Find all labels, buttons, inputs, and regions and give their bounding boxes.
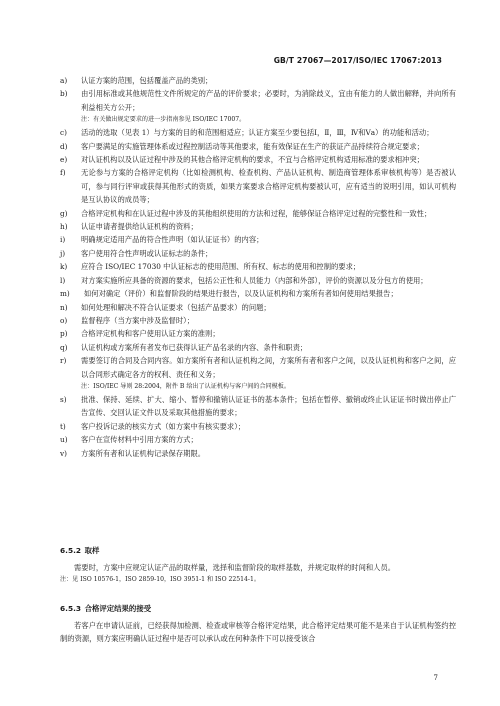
item-note: 注：ISO/IEC 导则 28:2004，附件 B 给出了认证机构与客户间的合同模板。 — [81, 382, 290, 390]
list-item-text: 认证申请者提供给认证机构的资料； — [81, 222, 198, 232]
list-item-text: 无论参与方案的合格评定机构（比如检测机构、检查机构、产品认证机构、制造商管理体系审核机构等）是否被认可，参与同行评审或获得其他形式的资质，如果方案要求合格评定机构要被认可，应有适当的说明引用，如认可机构是互认协议的成员等； — [81, 168, 456, 205]
item-note: 注：有关做出规定要求的进一步指南参见 ISO/IEC 17007。 — [81, 116, 246, 124]
list-item-text: 方案所有者和认证机构记录保存期限。 — [81, 448, 206, 458]
list-marker: v) — [60, 448, 67, 458]
list-marker: s) — [60, 394, 67, 404]
list-marker: m) — [60, 289, 70, 299]
list-marker: o) — [60, 315, 68, 325]
list-item — [60, 247, 456, 260]
list-item — [60, 420, 456, 433]
list-item-text: 明确规定适用产品的符合性声明（如认证证书）的内容； — [81, 235, 264, 245]
section-heading — [60, 602, 456, 615]
list-item-text: 客户投诉记录的核实方式（如方案中有核实要求）； — [81, 421, 246, 431]
section-title: 合格评定结果的接受 — [84, 604, 152, 613]
list-marker: l) — [60, 275, 66, 285]
list-item — [60, 287, 456, 300]
list-marker: f) — [60, 168, 66, 178]
list-item-text: 监督程序（当方案中涉及监督时）； — [81, 315, 195, 325]
list-item-text: 合格评定机构和在认证过程中涉及的其他组织使用的方法和过程，能够保证合格评定过程的完整性和一致性； — [81, 208, 432, 218]
list-item-text: 对方案实施所应具备的资源的要求，包括公正性和人员能力（内部和外部），评价的资源以及分包方的使用； — [81, 275, 428, 285]
list-item — [60, 433, 456, 446]
list-marker: n) — [60, 302, 68, 312]
list-item-text: 如何对确定（评价）和监督阶段的结果进行报告，以及认证机构和方案所有者如何使用结果报告； — [84, 289, 398, 299]
list-item-text: 认证机构或方案所有者发布已获得认证产品名录的内容、条件和职责； — [81, 342, 308, 352]
section-title: 取样 — [84, 546, 100, 555]
page-header: GB/T 27067—2017/ISO/IEC 17067:2013 — [273, 56, 442, 65]
list-item — [60, 314, 456, 327]
list-marker: j) — [60, 248, 66, 258]
list-marker: b) — [60, 89, 68, 99]
list-item — [60, 207, 456, 220]
list-item — [60, 393, 456, 420]
list-item — [60, 327, 456, 340]
section-paragraph: 需要时，方案中应规定认证产品的取样量，选择和监督阶段的取样基数，并规定取样的时间和人员。 — [74, 563, 396, 572]
page-number: 7 — [433, 674, 438, 682]
list-item — [60, 87, 456, 114]
list-item-text: 合格评定机构和客户使用认证方案的准则； — [81, 329, 220, 339]
list-marker: c) — [60, 128, 67, 138]
list-marker: e) — [60, 155, 68, 165]
list-item-text: 应符合 ISO/IEC 17030 中认证标志的使用范围、所有权、标志的使用和控制的要求； — [81, 262, 361, 272]
list-marker: a) — [60, 76, 68, 85]
list-item — [60, 220, 456, 233]
list-item-text: 活动的选取（见表 1）与方案的目的和范围相适应；认证方案至少要包括Ⅰ，Ⅱ，Ⅲ，Ⅳ和Ⅴa）的功能和活动； — [81, 128, 434, 138]
list-item — [60, 274, 456, 287]
list-item-text: 客户要满足的实施管理体系或过程控制活动等其他要求，能有效保证在生产的获证产品持续符合规定要求； — [81, 141, 424, 151]
list-item — [60, 260, 456, 273]
section-paragraph: 若客户在申请认证前，已经获得加检测、检查或审核等合格评定结果，此合格评定结果可能不是来自于认证机构签约控制的资源，则方案应明确认证过程中是否可以承认或在何种条件下可以接受该合 — [60, 621, 456, 644]
list-item — [60, 74, 456, 87]
list-item — [60, 341, 456, 354]
section-sampling — [60, 544, 456, 586]
list-item-text: 如何处理和解决不符合认证要求（包括产品要求）的问题； — [81, 302, 271, 312]
list-marker: h) — [60, 222, 68, 232]
list-item — [60, 447, 456, 460]
list-marker: q) — [60, 342, 68, 352]
list-item-text: 客户在宣传材料中引用方案的方式； — [81, 435, 198, 445]
list-item-text: 对认证机构以及认证过程中涉及的其他合格评定机构的要求，不宜与合格评定机构适用标准的要求相冲突； — [81, 155, 424, 165]
list-marker: i) — [60, 235, 66, 245]
list-item — [60, 233, 456, 246]
section-number: 6.5.2 — [60, 546, 82, 555]
list-item — [60, 166, 456, 206]
list-item-text: 由引用标准或其他规范性文件所规定的产品的评价要求；必要时，为消除歧义，宜由有能力的人做出解释，并向所有利益相关方公开； — [81, 89, 456, 112]
section-acceptance — [60, 602, 456, 646]
section-note: 注：见 ISO 10576-1，ISO 2859-10，ISO 3951-1 和 ISO 22514-1。 — [60, 576, 260, 584]
section-number: 6.5.3 — [60, 604, 82, 613]
list-marker: g) — [60, 208, 68, 218]
list-item — [60, 140, 456, 153]
list-item-text: 客户使用符合性声明或认证标志的条件； — [81, 248, 213, 258]
list-marker: d) — [60, 141, 68, 151]
list-item — [60, 301, 456, 314]
requirements-list — [60, 74, 456, 460]
list-marker: k) — [60, 262, 68, 272]
list-item — [60, 153, 456, 166]
list-marker: u) — [60, 435, 68, 445]
list-marker: t) — [60, 421, 66, 431]
list-marker: p) — [60, 329, 68, 339]
list-item — [60, 354, 456, 381]
section-heading — [60, 544, 456, 557]
list-item-text: 需要签订的合同及合同内容。如方案所有者和认证机构之间，方案所有者和客户之间，以及认证机构和客户之间，应以合同形式确定各方的权利、责任和义务； — [81, 356, 456, 379]
list-item-text: 认证方案的范围，包括覆盖产品的类别； — [81, 76, 213, 85]
list-marker: r) — [60, 356, 67, 366]
list-item — [60, 126, 456, 139]
list-item-text: 批准、保持、延续、扩大、缩小、暂停和撤销认证证书的基本条件；包括在暂停、撤销或终止认证证书时做出停止广告宣传、交回认证文件以及采取其他措施的要求； — [81, 394, 456, 418]
